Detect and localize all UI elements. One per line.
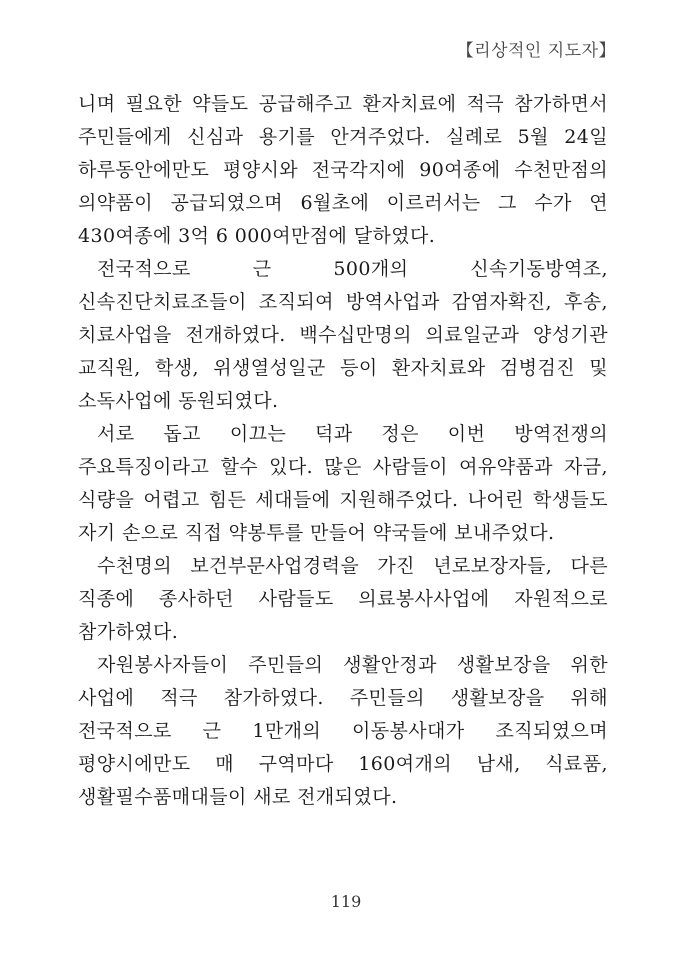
paragraph-5: 자원봉사자들이 주민들의 생활안정과 생활보장을 위한 사업에 적극 참가하였다. 주민들의 생활보장을 위해 전국적으로 근 1만개의 이동봉사대가 조직되였으며 평양시에만도 매 구역마다 160여개의 남새, 식료품, 생활필수품매대들이 새로 전개되였다. bbox=[78, 654, 608, 808]
body-text bbox=[78, 88, 608, 814]
footer-decorative-rule-right bbox=[376, 904, 616, 910]
paragraph-4: 수천명의 보건부문사업경력을 가진 년로보장자들, 다른 직종에 종사하던 사람들도 의료봉사사업에 자원적으로 참가하였다. bbox=[78, 555, 608, 643]
header-decorative-rule bbox=[76, 66, 616, 72]
paragraph-1: 니며 필요한 약들도 공급해주고 환자치료에 적극 참가하면서 주민들에게 신심과 용기를 안겨주었다. 실례로 5월 24일 하루동안에만도 평양시와 전국각지에 90여종에 수천만점의 의약품이 공급되였으며 6월초에 이르러서는 그 수가 연 430여종에 3억 6 000여만점에 달하였다. bbox=[78, 93, 608, 247]
paragraph-2: 전국적으로 근 500개의 신속기동방역조, 신속진단치료조들이 조직되여 방역사업과 감염자확진, 후송, 치료사업을 전개하였다. 백수십만명의 의료일군과 양성기관 교직원, 학생, 위생열성일군 등이 환자치료와 검병검진 및 소독사업에 동원되였다. bbox=[78, 258, 608, 412]
page-footer bbox=[76, 892, 616, 916]
paragraph-3: 서로 돕고 이끄는 덕과 정은 이번 방역전쟁의 주요특징이라고 할수 있다. 많은 사람들이 여유약품과 자금, 식량을 어렵고 힘든 세대들에 지원해주었다. 나어린 학생들도 자기 손으로 직접 약봉투를 만들어 약국들에 보내주었다. bbox=[78, 423, 608, 544]
running-header-title: 【리상적인 지도자】 bbox=[456, 41, 616, 61]
page-number: 119 bbox=[330, 892, 362, 911]
